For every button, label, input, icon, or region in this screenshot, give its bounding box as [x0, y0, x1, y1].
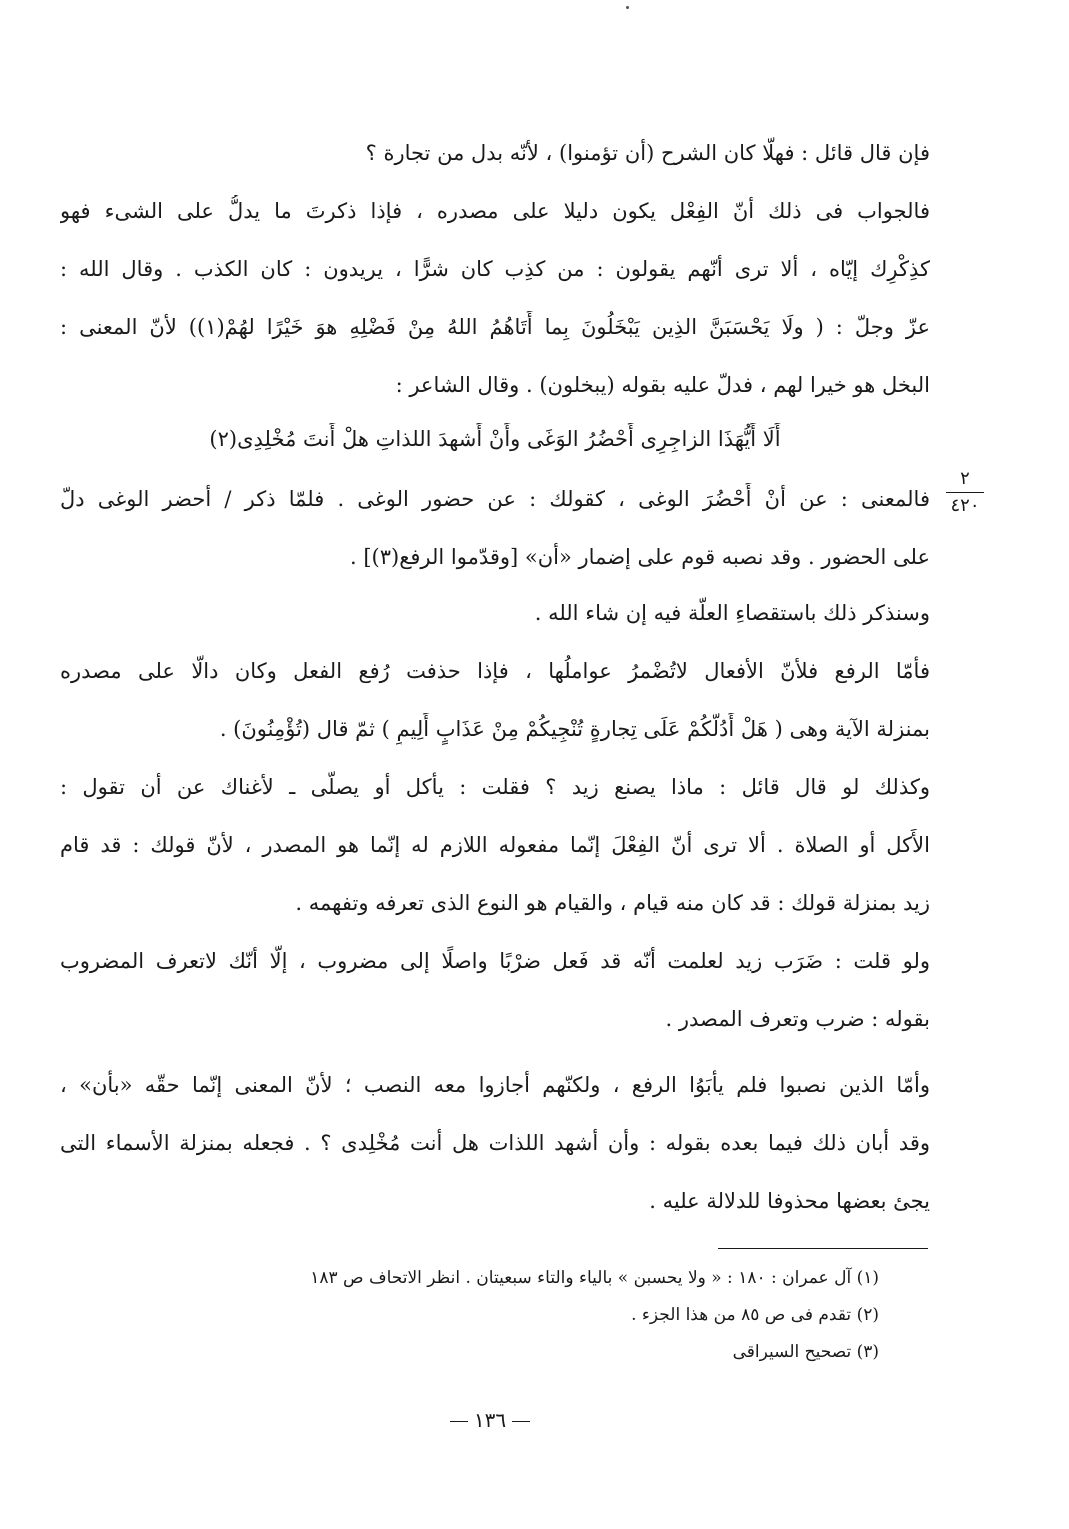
body-line: بقوله : ضرب وتعرف المصدر . — [665, 1007, 930, 1031]
margin-reference-rule — [946, 492, 984, 493]
body-line: وأمّا الذين نصبوا فلم يأْبَوُا الرفع ، ولكنّهم أجازوا معه النصب ؛ لأنّ المعنى إنّما حقّه «بأن» ، — [60, 1073, 930, 1097]
body-line: بمنزلة الآية وهى ( هَلْ أَدُلُّكُمْ عَلَى تِجارةٍ تُنْجِيكُمْ مِنْ عَذَابٍ أَلِيمٍ ) ثمّ قال (تُؤْمِنُونَ) . — [219, 717, 930, 741]
margin-reference-bottom: ٤٢٠ — [950, 495, 980, 516]
body-line: فالمعنى : عن أنْ أَحْضُرَ الوغى ، كقولك : عن حضور الوغى . فلمّا ذكر / أحضر الوغى دلّ — [60, 487, 930, 511]
margin-page-reference — [940, 468, 990, 517]
body-line: فالجواب فى ذلك أنّ الفِعْل يكون دليلا على مصدره ، فإذا ذكرتَ ما يدلُّ على الشىء فهو — [60, 199, 930, 223]
body-line: الأَكل أو الصلاة . ألا ترى أنّ الفِعْلَ إنّما مفعوله اللازم له إنّما هو المصدر ، لأنّ قولك : قد قام — [60, 833, 930, 857]
body-line: زيد بمنزلة قولك : قد كان منه قيام ، والقيام هو النوع الذى تعرفه وتفهمه . — [295, 891, 930, 915]
body-line: وسنذكر ذلك باستقصاءِ العلّة فيه إن شاء الله . — [534, 601, 930, 625]
body-line: عزّ وجلّ : ( ولَا يَحْسَبَنَّ الذِين يَبْخَلُونَ بِما أَتَاهُمُ اللهُ مِنْ فَضْلِهِ هوَ خَيْرًا لهُمْ(١)) لأنّ المعنى : — [60, 315, 930, 339]
verse-line: أَلَا أَيُّهَذَا الزاجِرِى أَحْضُرُ الوَغَى وأَنْ أَشهدَ اللذاتِ هلْ أَنتَ مُخْلِدِى(٢) — [209, 427, 781, 451]
body-line: يجئ بعضها محذوفا للدلالة عليه . — [649, 1189, 930, 1213]
body-line: وكذلك لو قال قائل : ماذا يصنع زيد ؟ فقلت : يأْكل أو يصلّى ـ لأغناك عن أن تقول : — [60, 775, 930, 799]
margin-reference-top: ٢ — [960, 468, 970, 489]
body-line: كذِكْرِك إيّاه ، ألا ترى أنّهم يقولون : من كذِب كان شرًّا ، يريدون : كان الكذب . وقال الله : — [60, 257, 930, 281]
page-number-dash — [512, 1421, 530, 1422]
body-line: فأمّا الرفع فلأنّ الأفعال لاتُضْمرُ عواملُها ، فإذا حذفت رُفع الفعل وكان دالّا على مصدره — [60, 659, 930, 683]
page-number — [430, 1408, 550, 1432]
scan-speck — [626, 6, 629, 9]
page-number-dash — [450, 1421, 468, 1422]
body-line: وقد أبان ذلك فيما بعده بقوله : وأن أشهد اللذات هل أنت مُخْلِدى ؟ . فجعله بمنزلة الأسماء التى — [60, 1131, 930, 1155]
footnote-3: (٣) تصحيح السيراقى — [732, 1342, 879, 1362]
footnote-1: (١) آل عمران : ١٨٠ : « ولا يحسبن » بالياء والتاء سبعيتان . انظر الاتحاف ص ١٨٣ — [310, 1268, 879, 1288]
body-line: ولو قلت : ضَرَب زيد لعلمت أنّه قد فَعل ضرْبًا واصلًا إلى مضروب ، إلّا أنّك لاتعرف المضروب — [60, 949, 930, 973]
page-number-value: ١٣٦ — [473, 1408, 507, 1432]
body-line: فإن قال قائل : فهلّا كان الشرح (أن تؤمنوا) ، لأنّه بدل من تجارة ؟ — [365, 141, 930, 165]
footnote-2: (٢) تقدم فى ص ٨٥ من هذا الجزء . — [631, 1305, 879, 1325]
body-line: البخل هو خيرا لهم ، فدلّ عليه بقوله (يبخلون) . وقال الشاعر : — [395, 373, 930, 397]
body-line: على الحضور . وقد نصبه قوم على إضمار «أن» [وقدّموا الرفع(٣)] . — [349, 545, 930, 569]
footnote-separator — [718, 1248, 928, 1249]
